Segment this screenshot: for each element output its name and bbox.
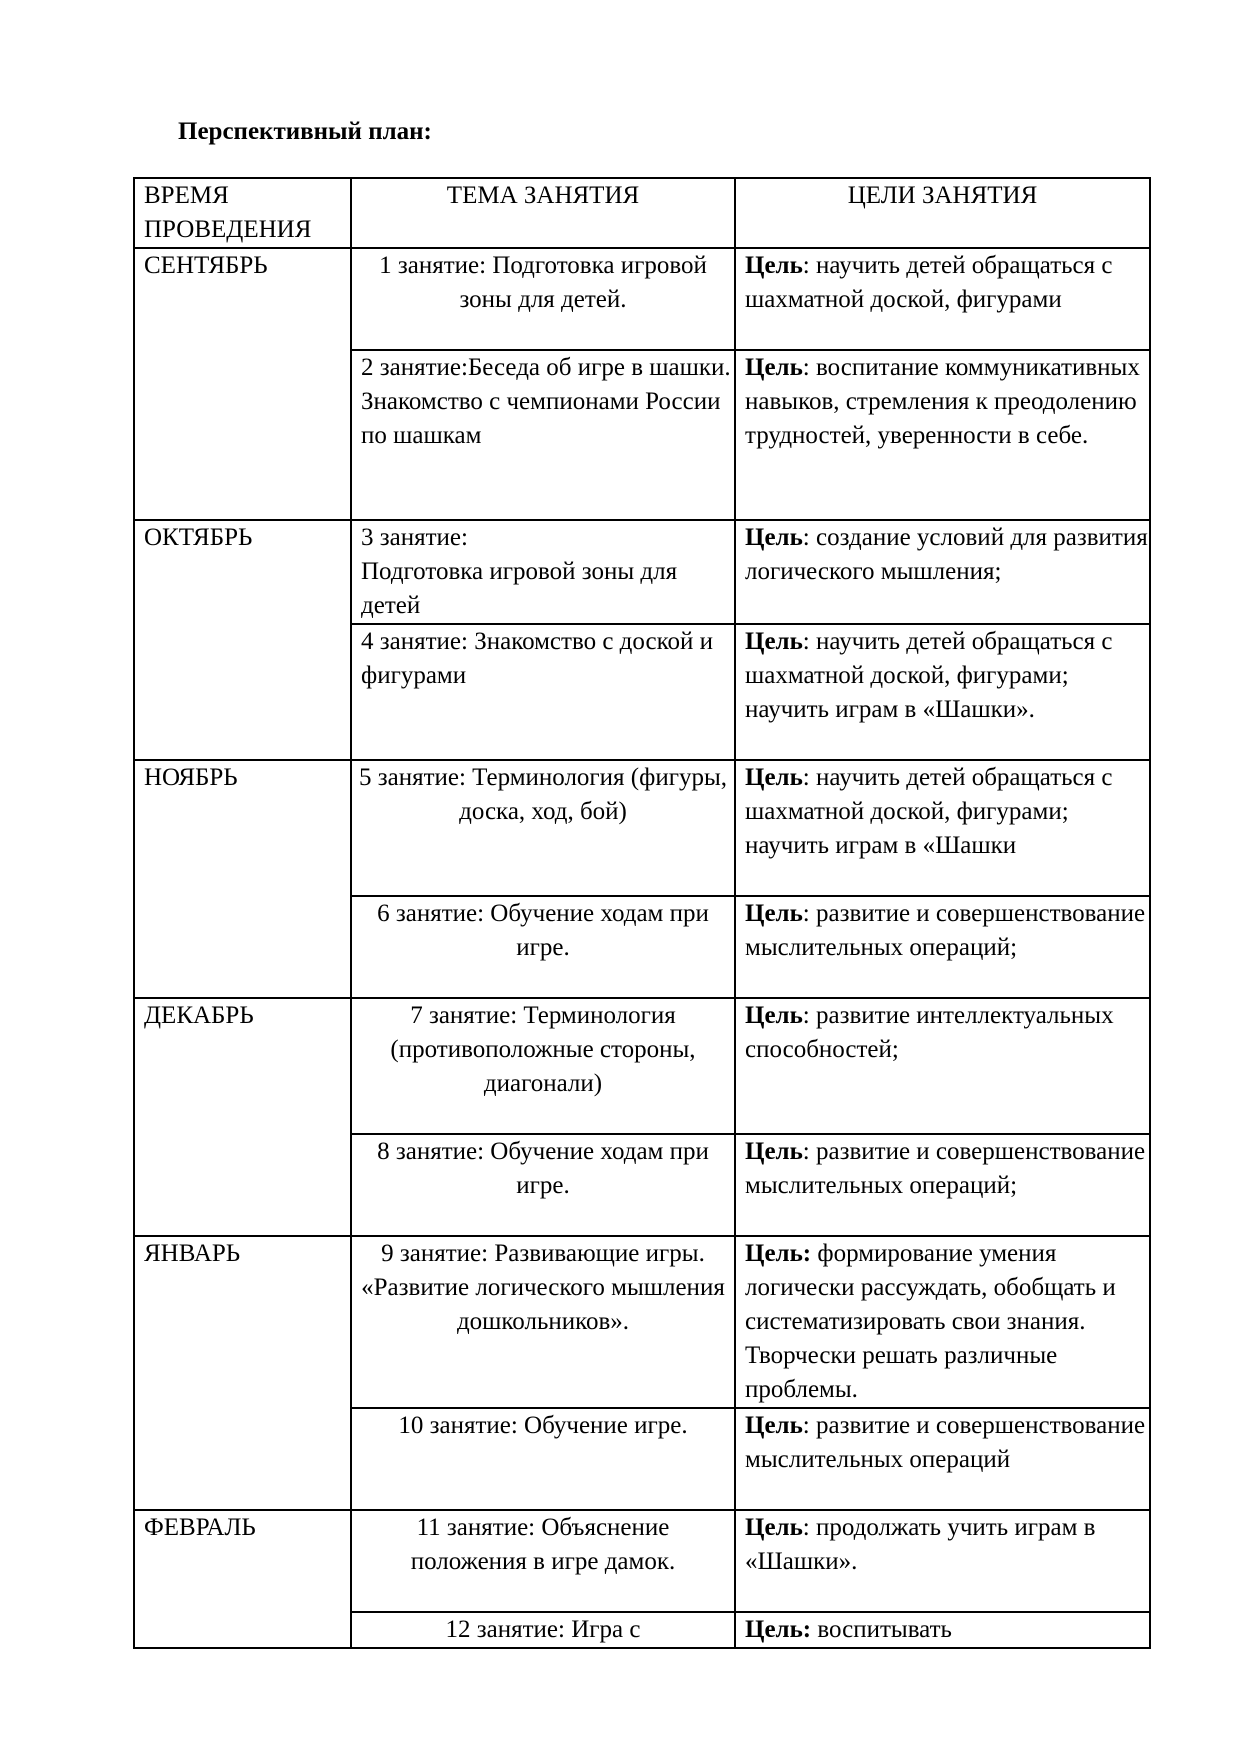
goal-label: Цель	[745, 524, 803, 551]
header-goals: ЦЕЛИ ЗАНЯТИЯ	[735, 178, 1150, 248]
topic-cell: 8 занятие: Обучение ходам при игре.	[351, 1134, 735, 1236]
goal-cell	[735, 1612, 1150, 1648]
goal-label: Цель	[745, 1412, 803, 1439]
topic-cell: 11 занятие: Объяснение положения в игре дамок.	[351, 1510, 735, 1612]
goal-cell	[735, 248, 1150, 350]
table-row	[134, 1236, 1150, 1408]
table-row	[134, 998, 1150, 1134]
topic-cell: 4 занятие: Знакомство с доской и фигурами	[351, 624, 735, 760]
goal-text: воспитывать	[811, 1616, 952, 1643]
goal-label: Цель:	[745, 1616, 812, 1643]
header-topic: ТЕМА ЗАНЯТИЯ	[351, 178, 735, 248]
goal-text: : развитие и совершенствование мыслительных операций;	[745, 900, 1146, 961]
goal-cell	[735, 998, 1150, 1134]
goal-cell	[735, 1510, 1150, 1612]
goal-cell	[735, 1408, 1150, 1510]
goal-text: : развитие интеллектуальных способностей;	[745, 1002, 1114, 1063]
goal-cell	[735, 350, 1150, 520]
goal-cell	[735, 760, 1150, 896]
goal-label: Цель	[745, 764, 803, 791]
goal-text: формирование умения логически рассуждать, обобщать и систематизировать свои знания. Творчески решать различные проблемы.	[745, 1240, 1116, 1403]
goal-label: Цель	[745, 900, 803, 927]
topic-cell: 12 занятие: Игра с	[351, 1612, 735, 1648]
goal-text: : научить детей обращаться с шахматной доской, фигурами	[745, 252, 1113, 313]
month-cell: НОЯБРЬ	[134, 760, 351, 998]
goal-label: Цель	[745, 252, 803, 279]
goal-cell	[735, 896, 1150, 998]
header-time: ВРЕМЯ ПРОВЕДЕНИЯ	[134, 178, 351, 248]
topic-cell: 7 занятие: Терминология (противоположные стороны, диагонали)	[351, 998, 735, 1134]
goal-cell	[735, 520, 1150, 624]
month-cell: ДЕКАБРЬ	[134, 998, 351, 1236]
goal-label: Цель	[745, 354, 803, 381]
goal-text: : развитие и совершенствование мыслительных операций;	[745, 1138, 1146, 1199]
goal-label: Цель	[745, 628, 803, 655]
goal-text: : продолжать учить играм в «Шашки».	[745, 1514, 1096, 1575]
table-row	[134, 760, 1150, 896]
month-cell: ФЕВРАЛЬ	[134, 1510, 351, 1648]
topic-cell	[351, 520, 735, 624]
goal-cell	[735, 1134, 1150, 1236]
goal-label: Цель	[745, 1138, 803, 1165]
topic-cell: 5 занятие: Терминология (фигуры, доска, ход, бой)	[351, 760, 735, 896]
plan-table	[133, 177, 1151, 1649]
table-row	[134, 248, 1150, 350]
goal-text: : развитие и совершенствование мыслительных операций	[745, 1412, 1146, 1473]
topic-cell: 10 занятие: Обучение игре.	[351, 1408, 735, 1510]
topic-cell: 2 занятие:Беседа об игре в шашки. Знакомство с чемпионами России по шашкам	[351, 350, 735, 520]
page-title: Перспективный план:	[178, 118, 432, 145]
topic-cell: 9 занятие: Развивающие игры. «Развитие логического мышления дошкольников».	[351, 1236, 735, 1408]
goal-text: : научить детей обращаться с шахматной доской, фигурами; научить играм в «Шашки».	[745, 628, 1113, 723]
goal-label: Цель	[745, 1002, 803, 1029]
goal-text: : создание условий для развития логического мышления;	[745, 524, 1148, 585]
goal-label: Цель	[745, 1514, 803, 1541]
goal-label: Цель:	[745, 1240, 812, 1267]
goal-cell	[735, 624, 1150, 760]
goal-text: : воспитание коммуникативных навыков, стремления к преодолению трудностей, уверенности в себе.	[745, 354, 1140, 449]
month-cell: СЕНТЯБРЬ	[134, 248, 351, 520]
month-cell: ЯНВАРЬ	[134, 1236, 351, 1510]
topic-line: 3 занятие:	[361, 524, 468, 551]
goal-cell	[735, 1236, 1150, 1408]
topic-cell: 6 занятие: Обучение ходам при игре.	[351, 896, 735, 998]
topic-cell: 1 занятие: Подготовка игровой зоны для детей.	[351, 248, 735, 350]
goal-text: : научить детей обращаться с шахматной доской, фигурами; научить играм в «Шашки	[745, 764, 1113, 859]
table-header-row	[134, 178, 1150, 248]
month-cell: ОКТЯБРЬ	[134, 520, 351, 760]
table-row	[134, 520, 1150, 624]
topic-line: Подготовка игровой зоны для детей	[361, 558, 678, 619]
table-row	[134, 1510, 1150, 1612]
